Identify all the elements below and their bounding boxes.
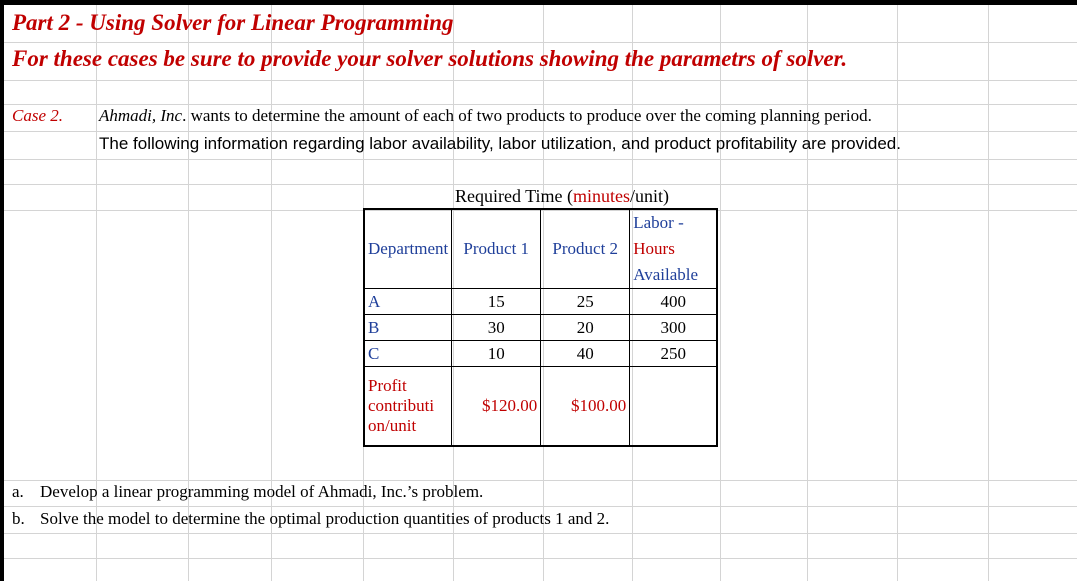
question-b: b. Solve the model to determine the optimal production quantities of products 1 and 2. [12,509,610,528]
case-description-line1 [99,106,872,126]
cell-profit-p2[interactable]: $100.00 [541,367,630,447]
profit-row [364,367,717,447]
case-description-line2: The following information regarding labor availability, labor utilization, and product profitability are provided. [99,134,901,153]
header-product1[interactable]: Product 1 [452,209,541,289]
cell-p1[interactable]: 15 [452,289,541,315]
company-name: Ahmadi, Inc [99,106,183,125]
cell-p2[interactable]: 40 [541,341,630,367]
cell-profit-empty[interactable] [630,367,718,447]
header-labor-hours[interactable]: Labor - Hours Available [630,209,718,289]
table-row [364,289,717,315]
cell-p1[interactable]: 10 [452,341,541,367]
requirements-table [363,208,718,447]
case-label: Case 2. [12,106,63,125]
sheet-title-line2: For these cases be sure to provide your solver solutions showing the parametrs of solver. [12,46,848,71]
cell-hours[interactable]: 300 [630,315,718,341]
cell-profit-p1[interactable]: $120.00 [452,367,541,447]
table-heading: Required Time (minutes/unit) [455,186,670,206]
cell-dept[interactable]: C [364,341,452,367]
case-description-rest: . wants to determine the amount of each of two products to produce over the coming planning period. [182,106,872,125]
cell-profit-label[interactable]: Profit contributi on/unit [364,367,452,447]
table-row [364,315,717,341]
cell-hours[interactable]: 400 [630,289,718,315]
table-row [364,341,717,367]
cell-dept[interactable]: A [364,289,452,315]
cell-p2[interactable]: 20 [541,315,630,341]
header-department[interactable]: Department [364,209,452,289]
question-a: a. Develop a linear programming model of Ahmadi, Inc.’s problem. [12,482,484,501]
table-header-row [364,209,717,289]
cell-p1[interactable]: 30 [452,315,541,341]
cell-p2[interactable]: 25 [541,289,630,315]
header-product2[interactable]: Product 2 [541,209,630,289]
sheet-title-line1: Part 2 - Using Solver for Linear Programming [12,10,454,35]
cell-hours[interactable]: 250 [630,341,718,367]
cell-dept[interactable]: B [364,315,452,341]
